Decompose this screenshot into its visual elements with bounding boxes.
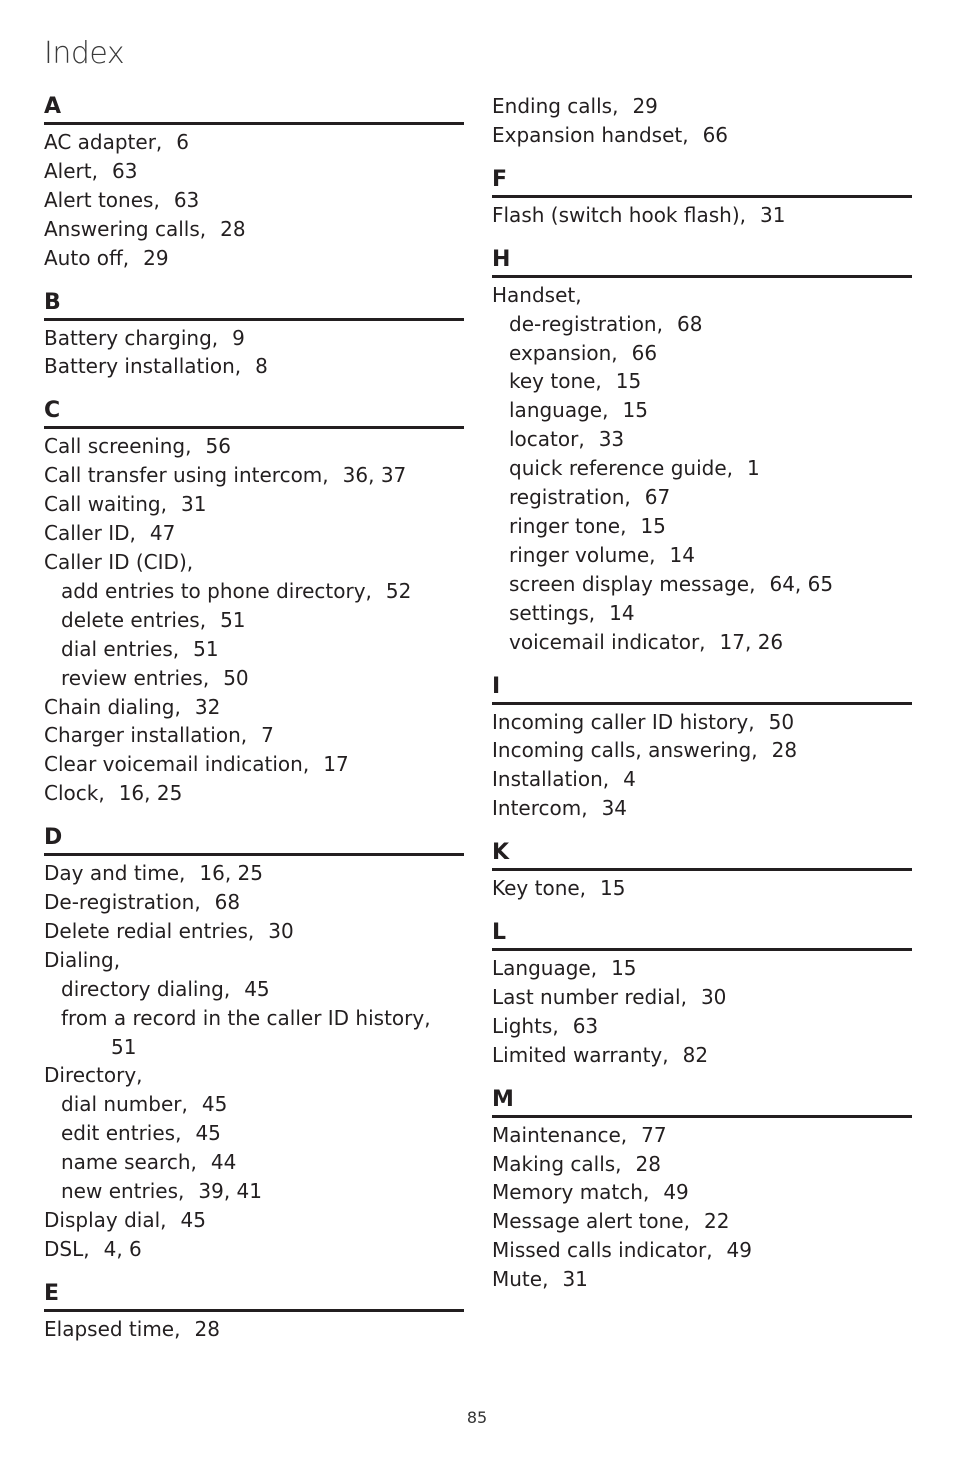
index-subentry bbox=[492, 454, 912, 483]
entry-pages: 4, 6 bbox=[103, 1236, 142, 1261]
entry-text: directory dialing, bbox=[61, 976, 231, 1001]
entry-pages: 45 bbox=[201, 1092, 228, 1117]
entry-text: ringer volume, bbox=[509, 542, 656, 567]
index-entry bbox=[44, 1206, 464, 1235]
index-entry bbox=[44, 157, 464, 186]
index-subentry bbox=[44, 606, 464, 635]
entry-text: Caller ID (CID), bbox=[44, 549, 194, 574]
entry-text: Incoming caller ID history, bbox=[492, 709, 755, 734]
index-section bbox=[44, 92, 464, 273]
index-entry bbox=[492, 765, 912, 794]
entry-list bbox=[44, 321, 464, 382]
entry-text: de-registration, bbox=[509, 311, 663, 336]
entry-list bbox=[492, 871, 912, 903]
index-entry bbox=[492, 1012, 912, 1041]
index-section bbox=[44, 396, 464, 808]
entry-text: Mute, bbox=[492, 1267, 549, 1292]
entry-pages: 64, 65 bbox=[769, 571, 834, 596]
entry-text: Clock, bbox=[44, 781, 105, 806]
entry-pages: 36, 37 bbox=[342, 463, 407, 488]
entry-text: Language, bbox=[492, 956, 598, 981]
entry-pages: 50 bbox=[768, 709, 795, 734]
index-subentry bbox=[44, 1090, 464, 1119]
entry-pages: 56 bbox=[205, 434, 231, 459]
index-entry bbox=[492, 92, 912, 121]
entry-text: 51 bbox=[111, 1034, 137, 1059]
entry-pages: 28 bbox=[771, 738, 798, 763]
index-entry bbox=[44, 946, 464, 975]
entry-list bbox=[44, 1312, 464, 1344]
entry-text: Charger installation, bbox=[44, 723, 248, 748]
index-entry bbox=[492, 1150, 912, 1179]
section-letter: M bbox=[492, 1085, 912, 1118]
entry-text: settings, bbox=[509, 600, 596, 625]
entry-text: Maintenance, bbox=[492, 1122, 628, 1147]
entry-text: voicemail indicator, bbox=[509, 629, 706, 654]
entry-pages: 14 bbox=[669, 542, 695, 567]
index-entry bbox=[492, 954, 912, 983]
index-entry bbox=[492, 794, 912, 823]
entry-list bbox=[492, 92, 912, 150]
section-letter: A bbox=[44, 92, 464, 125]
entry-text: Clear voicemail indication, bbox=[44, 752, 310, 777]
entry-pages: 49 bbox=[726, 1238, 752, 1263]
page-number: 85 bbox=[466, 1408, 488, 1427]
entry-text: De-registration, bbox=[44, 890, 201, 915]
entry-text: Alert, bbox=[44, 158, 98, 183]
entry-text: Answering calls, bbox=[44, 216, 207, 241]
entry-pages: 15 bbox=[611, 956, 637, 981]
entry-pages: 7 bbox=[261, 723, 274, 748]
index-entry bbox=[492, 708, 912, 737]
entry-list bbox=[492, 1118, 912, 1294]
entry-pages: 52 bbox=[385, 578, 412, 603]
index-entry bbox=[492, 1207, 912, 1236]
entry-list bbox=[492, 951, 912, 1070]
entry-pages: 31 bbox=[181, 492, 207, 517]
index-subentry bbox=[492, 541, 912, 570]
index-column-right bbox=[492, 92, 912, 1309]
index-section bbox=[492, 1085, 912, 1294]
entry-list bbox=[44, 856, 464, 1264]
entry-pages: 4 bbox=[623, 767, 636, 792]
entry-text: Flash (switch hook flash), bbox=[492, 202, 746, 227]
entry-pages: 47 bbox=[149, 521, 176, 546]
entry-pages: 67 bbox=[644, 485, 671, 510]
index-subentry bbox=[492, 483, 912, 512]
entry-text: Incoming calls, answering, bbox=[492, 738, 758, 763]
section-letter: F bbox=[492, 165, 912, 198]
entry-list bbox=[492, 705, 912, 824]
index-entry bbox=[44, 859, 464, 888]
entry-pages: 82 bbox=[682, 1042, 709, 1067]
index-entry bbox=[492, 201, 912, 230]
entry-text: key tone, bbox=[509, 369, 602, 394]
entry-pages: 45 bbox=[195, 1121, 221, 1146]
index-entry bbox=[44, 519, 464, 548]
entry-pages: 28 bbox=[220, 216, 246, 241]
entry-pages: 29 bbox=[143, 245, 169, 270]
entry-pages: 63 bbox=[572, 1013, 599, 1038]
section-letter: E bbox=[44, 1279, 464, 1312]
index-section bbox=[492, 245, 912, 657]
index-column-left bbox=[44, 92, 464, 1359]
entry-text: name search, bbox=[61, 1150, 197, 1175]
entry-list bbox=[44, 429, 464, 808]
entry-text: edit entries, bbox=[61, 1121, 182, 1146]
index-subentry bbox=[44, 1004, 464, 1033]
entry-pages: 9 bbox=[232, 325, 245, 350]
entry-pages: 63 bbox=[173, 187, 200, 212]
entry-pages: 29 bbox=[632, 94, 658, 118]
entry-text: AC adapter, bbox=[44, 130, 163, 154]
entry-pages: 15 bbox=[622, 398, 648, 423]
index-section bbox=[492, 918, 912, 1070]
entry-pages: 15 bbox=[615, 369, 642, 394]
entry-pages: 30 bbox=[700, 984, 727, 1009]
index-subentry bbox=[44, 577, 464, 606]
index-entry bbox=[44, 779, 464, 808]
index-entry bbox=[44, 324, 464, 353]
entry-pages: 6 bbox=[176, 130, 190, 154]
entry-text: Missed calls indicator, bbox=[492, 1238, 713, 1263]
section-letter: B bbox=[44, 288, 464, 321]
entry-pages: 45 bbox=[180, 1208, 206, 1232]
entry-text: Call screening, bbox=[44, 434, 192, 459]
entry-pages: 34 bbox=[601, 796, 628, 821]
entry-pages: 66 bbox=[631, 340, 658, 365]
entry-pages: 39, 41 bbox=[198, 1179, 263, 1204]
index-section bbox=[44, 1279, 464, 1344]
index-entry bbox=[44, 1033, 464, 1062]
index-entry bbox=[44, 215, 464, 244]
entry-pages: 66 bbox=[702, 122, 729, 147]
index-section bbox=[492, 838, 912, 903]
index-entry bbox=[492, 736, 912, 765]
entry-list bbox=[44, 125, 464, 273]
index-entry bbox=[44, 461, 464, 490]
index-entry bbox=[44, 1315, 464, 1344]
entry-pages: 31 bbox=[759, 202, 786, 227]
entry-pages: 45 bbox=[244, 976, 270, 1001]
entry-text: Call transfer using intercom, bbox=[44, 463, 329, 488]
entry-pages: 17, 26 bbox=[719, 629, 784, 654]
entry-pages: 49 bbox=[663, 1180, 689, 1205]
entry-text: Alert tones, bbox=[44, 187, 160, 212]
index-entry bbox=[492, 1121, 912, 1150]
index-entry bbox=[492, 281, 912, 310]
index-subentry bbox=[492, 425, 912, 454]
index-entry bbox=[492, 874, 912, 903]
entry-pages: 51 bbox=[220, 607, 246, 632]
entry-text: ringer tone, bbox=[509, 513, 627, 538]
entry-text: Caller ID, bbox=[44, 521, 136, 546]
index-entry bbox=[492, 1236, 912, 1265]
entry-text: Intercom, bbox=[492, 796, 588, 821]
index-entry bbox=[492, 121, 912, 150]
section-letter: I bbox=[492, 672, 912, 705]
index-section bbox=[492, 672, 912, 824]
entry-pages: 15 bbox=[640, 513, 666, 538]
entry-text: registration, bbox=[509, 485, 631, 510]
entry-text: Battery installation, bbox=[44, 354, 242, 379]
entry-text: review entries, bbox=[61, 665, 210, 690]
index-section bbox=[492, 165, 912, 230]
entry-text: locator, bbox=[509, 427, 585, 452]
index-entry bbox=[492, 1178, 912, 1207]
index-subentry bbox=[44, 1177, 464, 1206]
index-section bbox=[44, 823, 464, 1264]
entry-text: Memory match, bbox=[492, 1180, 650, 1205]
index-entry bbox=[44, 888, 464, 917]
index-subentry bbox=[492, 628, 912, 657]
index-entry bbox=[492, 983, 912, 1012]
section-letter: K bbox=[492, 838, 912, 871]
index-subentry bbox=[492, 599, 912, 628]
entry-text: Delete redial entries, bbox=[44, 918, 255, 943]
index-subentry bbox=[44, 975, 464, 1004]
entry-pages: 16, 25 bbox=[199, 861, 264, 886]
index-entry bbox=[44, 432, 464, 461]
index-entry bbox=[44, 490, 464, 519]
index-entry bbox=[492, 1041, 912, 1070]
entry-text: Making calls, bbox=[492, 1151, 622, 1176]
index-entry bbox=[44, 1061, 464, 1090]
entry-pages: 8 bbox=[255, 354, 268, 379]
entry-text: Message alert tone, bbox=[492, 1209, 690, 1234]
index-section bbox=[44, 288, 464, 382]
entry-text: Handset, bbox=[492, 282, 582, 307]
entry-text: DSL, bbox=[44, 1236, 90, 1261]
entry-pages: 68 bbox=[214, 890, 241, 915]
entry-text: dial number, bbox=[61, 1092, 188, 1117]
index-entry bbox=[44, 244, 464, 273]
index-subentry bbox=[492, 310, 912, 339]
entry-text: language, bbox=[509, 398, 609, 423]
index-entry bbox=[44, 693, 464, 722]
index-section bbox=[492, 92, 912, 150]
entry-pages: 16, 25 bbox=[118, 781, 183, 806]
page-title: Index bbox=[44, 36, 125, 71]
entry-text: Auto off, bbox=[44, 245, 130, 270]
index-subentry bbox=[44, 664, 464, 693]
entry-pages: 68 bbox=[676, 311, 703, 336]
index-entry bbox=[44, 721, 464, 750]
index-subentry bbox=[492, 396, 912, 425]
entry-pages: 32 bbox=[194, 694, 221, 719]
entry-text: screen display message, bbox=[509, 571, 756, 596]
entry-text: Day and time, bbox=[44, 861, 186, 886]
index-subentry bbox=[492, 570, 912, 599]
entry-text: quick reference guide, bbox=[509, 456, 734, 481]
section-letter: D bbox=[44, 823, 464, 856]
index-subentry bbox=[44, 1119, 464, 1148]
entry-list bbox=[492, 278, 912, 657]
entry-text: Last number redial, bbox=[492, 984, 687, 1009]
entry-text: Expansion handset, bbox=[492, 122, 689, 147]
index-entry bbox=[44, 548, 464, 577]
entry-pages: 14 bbox=[609, 600, 635, 625]
entry-pages: 31 bbox=[562, 1267, 588, 1292]
entry-pages: 50 bbox=[223, 665, 249, 690]
entry-pages: 28 bbox=[194, 1316, 220, 1341]
entry-text: Dialing, bbox=[44, 947, 121, 972]
entry-text: Call waiting, bbox=[44, 492, 167, 517]
entry-pages: 17 bbox=[323, 752, 349, 777]
entry-pages: 51 bbox=[193, 636, 219, 661]
section-letter: C bbox=[44, 396, 464, 429]
entry-text: expansion, bbox=[509, 340, 618, 365]
index-entry bbox=[44, 1235, 464, 1264]
entry-pages: 30 bbox=[268, 918, 294, 943]
index-subentry bbox=[44, 635, 464, 664]
entry-text: Lights, bbox=[492, 1013, 559, 1038]
section-letter: L bbox=[492, 918, 912, 951]
entry-text: add entries to phone directory, bbox=[61, 578, 372, 603]
index-entry bbox=[492, 1265, 912, 1294]
entry-text: Ending calls, bbox=[492, 94, 619, 118]
index-entry bbox=[44, 917, 464, 946]
entry-text: from a record in the caller ID history, bbox=[61, 1005, 431, 1030]
entry-pages: 28 bbox=[635, 1151, 661, 1176]
index-subentry bbox=[492, 339, 912, 368]
index-subentry bbox=[44, 1148, 464, 1177]
entry-text: Limited warranty, bbox=[492, 1042, 669, 1067]
entry-pages: 15 bbox=[600, 876, 626, 901]
entry-text: Elapsed time, bbox=[44, 1316, 181, 1341]
index-entry bbox=[44, 352, 464, 381]
section-letter: H bbox=[492, 245, 912, 278]
entry-text: Directory, bbox=[44, 1063, 143, 1088]
entry-text: Display dial, bbox=[44, 1208, 167, 1232]
index-entry bbox=[44, 128, 464, 157]
entry-text: Battery charging, bbox=[44, 325, 219, 350]
entry-text: Installation, bbox=[492, 767, 610, 792]
entry-list bbox=[492, 198, 912, 230]
entry-pages: 63 bbox=[111, 158, 138, 183]
index-entry bbox=[44, 750, 464, 779]
index-entry bbox=[44, 186, 464, 215]
entry-pages: 33 bbox=[598, 427, 625, 452]
entry-text: new entries, bbox=[61, 1179, 185, 1204]
entry-text: Chain dialing, bbox=[44, 694, 181, 719]
entry-text: dial entries, bbox=[61, 636, 180, 661]
entry-pages: 22 bbox=[703, 1209, 730, 1234]
entry-pages: 77 bbox=[641, 1122, 667, 1147]
entry-pages: 1 bbox=[747, 456, 760, 481]
index-subentry bbox=[492, 367, 912, 396]
index-subentry bbox=[492, 512, 912, 541]
entry-pages: 44 bbox=[210, 1150, 237, 1175]
entry-text: Key tone, bbox=[492, 876, 587, 901]
entry-text: delete entries, bbox=[61, 607, 207, 632]
